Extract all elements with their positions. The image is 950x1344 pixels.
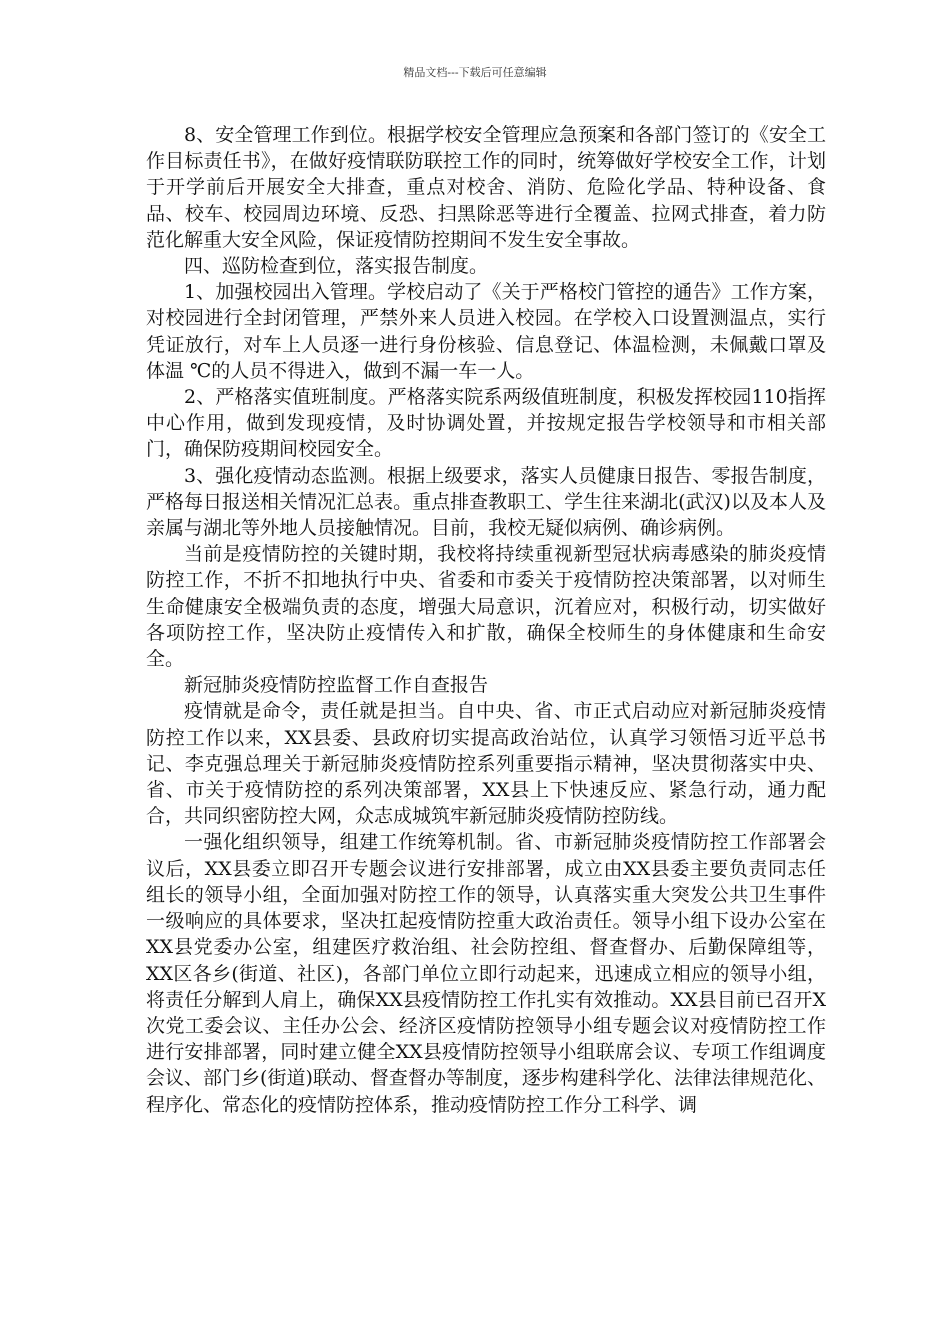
section-heading: 四、巡防检查到位，落实报告制度。 xyxy=(184,255,489,278)
paragraph: 3、强化疫情动态监测。根据上级要求，落实人员健康日报告、零报告制度，严格每日报送相关情况汇总表。重点排查教职工、学生往来湖北(武汉)以及本人及亲属与湖北等外地人员接触情况。目前，我校无疑似病例、确诊病例。 xyxy=(146,464,826,540)
page-header: 精品文档---下载后可任意编辑 xyxy=(403,66,547,79)
paragraph: 一强化组织领导，组建工作统筹机制。省、市新冠肺炎疫情防控工作部署会议后，XX县委立即召开专题会议进行安排部署，成立由XX县委主要负责同志任组长的领导小组，全面加强对防控工作的领导，认真落实重大突发公共卫生事件一级响应的具体要求，坚决扛起疫情防控重大政治责任。领导小组下设办公室在XX县党委办公室，组建医疗救治组、社会防控组、督查督办、后勤保障组等，XX区各乡(街道、社区)，各部门单位立即行动起来，迅速成立相应的领导小组，将责任分解到人肩上，确保XX县疫情防控工作扎实有效推动。XX县目前已召开X次党工委会议、主任办公会、经济区疫情防控领导小组专题会议对疫情防控工作进行安排部署，同时建立健全XX县疫情防控领导小组联席会议、专项工作组调度会议、部门乡(街道)联动、督查督办等制度，逐步构建科学化、法律法律规范化、程序化、常态化的疫情防控体系，推动疫情防控工作分工科学、调 xyxy=(146,831,826,1116)
report-title: 新冠肺炎疫情防控监督工作自查报告 xyxy=(184,674,489,697)
paragraph: 当前是疫情防控的关键时期，我校将持续重视新型冠状病毒感染的肺炎疫情防控工作，不折不扣地执行中央、省委和市委关于疫情防控决策部署，以对师生生命健康安全极端负责的态度，增强大局意识，沉着应对，积极行动，切实做好各项防控工作，坚决防止疫情传入和扩散，确保全校师生的身体健康和生命安全。 xyxy=(146,543,826,671)
paragraph: 疫情就是命令，责任就是担当。自中央、省、市正式启动应对新冠肺炎疫情防控工作以来，XX县委、县政府切实提高政治站位，认真学习领悟习近平总书记、李克强总理关于新冠肺炎疫情防控系列重要指示精神，坚决贯彻落实中央、省、市关于疫情防控的系列决策部署，XX县上下快速反应、紧急行动，通力配合，共同织密防控大网，众志成城筑牢新冠肺炎疫情防控防线。 xyxy=(146,700,826,828)
paragraph: 1、加强校园出入管理。学校启动了《关于严格校门管控的通告》工作方案，对校园进行全封闭管理，严禁外来人员进入校园。在学校入口设置测温点，实行凭证放行，对车上人员逐一进行身份核验、信息登记、体温检测，未佩戴口罩及体温 ℃的人员不得进入，做到不漏一车一人。 xyxy=(146,281,826,382)
paragraph: 8、安全管理工作到位。根据学校安全管理应急预案和各部门签订的《安全工作目标责任书》，在做好疫情联防联控工作的同时，统筹做好学校安全工作，计划于开学前后开展安全大排查，重点对校舍、消防、危险化学品、特种设备、食品、校车、校园周边环境、反恐、扫黑除恶等进行全覆盖、拉网式排查，着力防范化解重大安全风险，保证疫情防控期间不发生安全事故。 xyxy=(146,124,826,251)
paragraph: 2、严格落实值班制度。严格落实院系两级值班制度，积极发挥校园110指挥中心作用，做到发现疫情，及时协调处置，并按规定报告学校领导和市相关部门，确保防疫期间校园安全。 xyxy=(146,386,826,461)
document-body xyxy=(146,122,826,1118)
